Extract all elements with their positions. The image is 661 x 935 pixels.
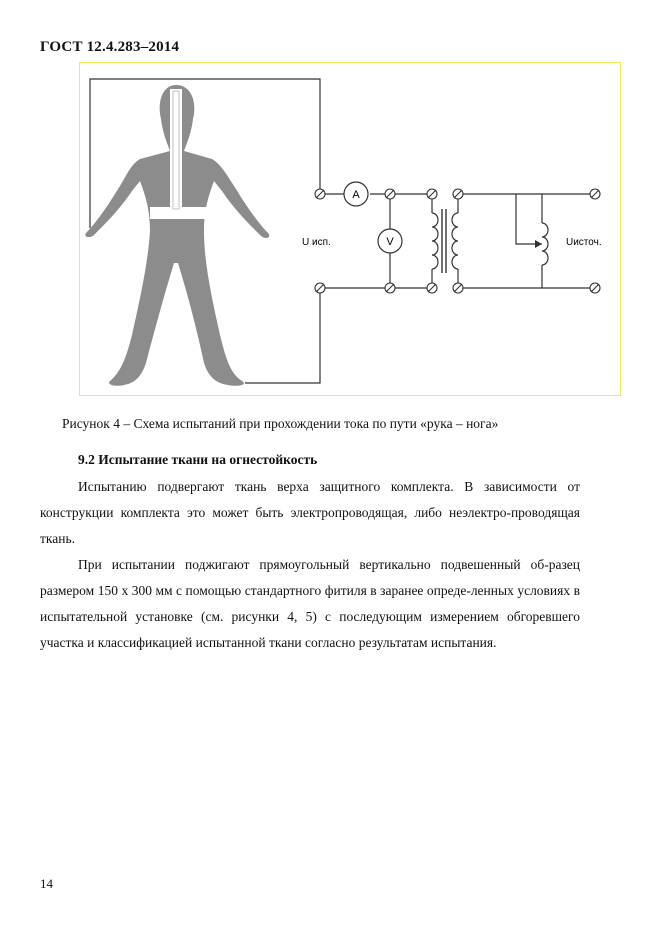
voltmeter-label: V	[386, 236, 394, 248]
arm-electrode-stripe	[170, 89, 182, 211]
transformer-secondary-coil	[452, 213, 458, 269]
paragraph-2: При испытании поджигают прямоугольный вертикально подвешенный об-разец размером 150 x 300 мм с помощью стандартного фитиля в заранее опреде-ленных условиях в испытательной установке (см. рисунки 4, 5) с последующим измерением обгоревшего участка и классификацией испытанной ткани согласно результатам испытания.	[40, 557, 580, 650]
section-heading: 9.2 Испытание ткани на огнестойкость	[78, 452, 318, 467]
u-test-label: U исп.	[302, 237, 331, 248]
document-code-header: ГОСТ 12.4.283–2014	[40, 39, 180, 55]
autotransformer-tap-arrow	[516, 194, 542, 244]
leg-wire	[245, 288, 320, 383]
autotransformer-coil	[542, 223, 548, 265]
figure-4-frame	[79, 62, 621, 396]
figure-caption: Рисунок 4 – Схема испытаний при прохождении тока по пути «рука – нога»	[62, 416, 499, 431]
transformer-primary-coil	[432, 213, 438, 269]
paragraph-1: Испытанию подвергают ткань верха защитного комплекта. В зависимости от конструкции комплекта это может быть электропроводящая, либо неэлектро-проводящая ткань.	[40, 479, 580, 546]
page-number: 14	[40, 876, 53, 891]
u-source-label: Uисточ.	[566, 237, 602, 248]
ammeter-label: A	[352, 189, 360, 201]
test-circuit-diagram	[80, 63, 622, 397]
